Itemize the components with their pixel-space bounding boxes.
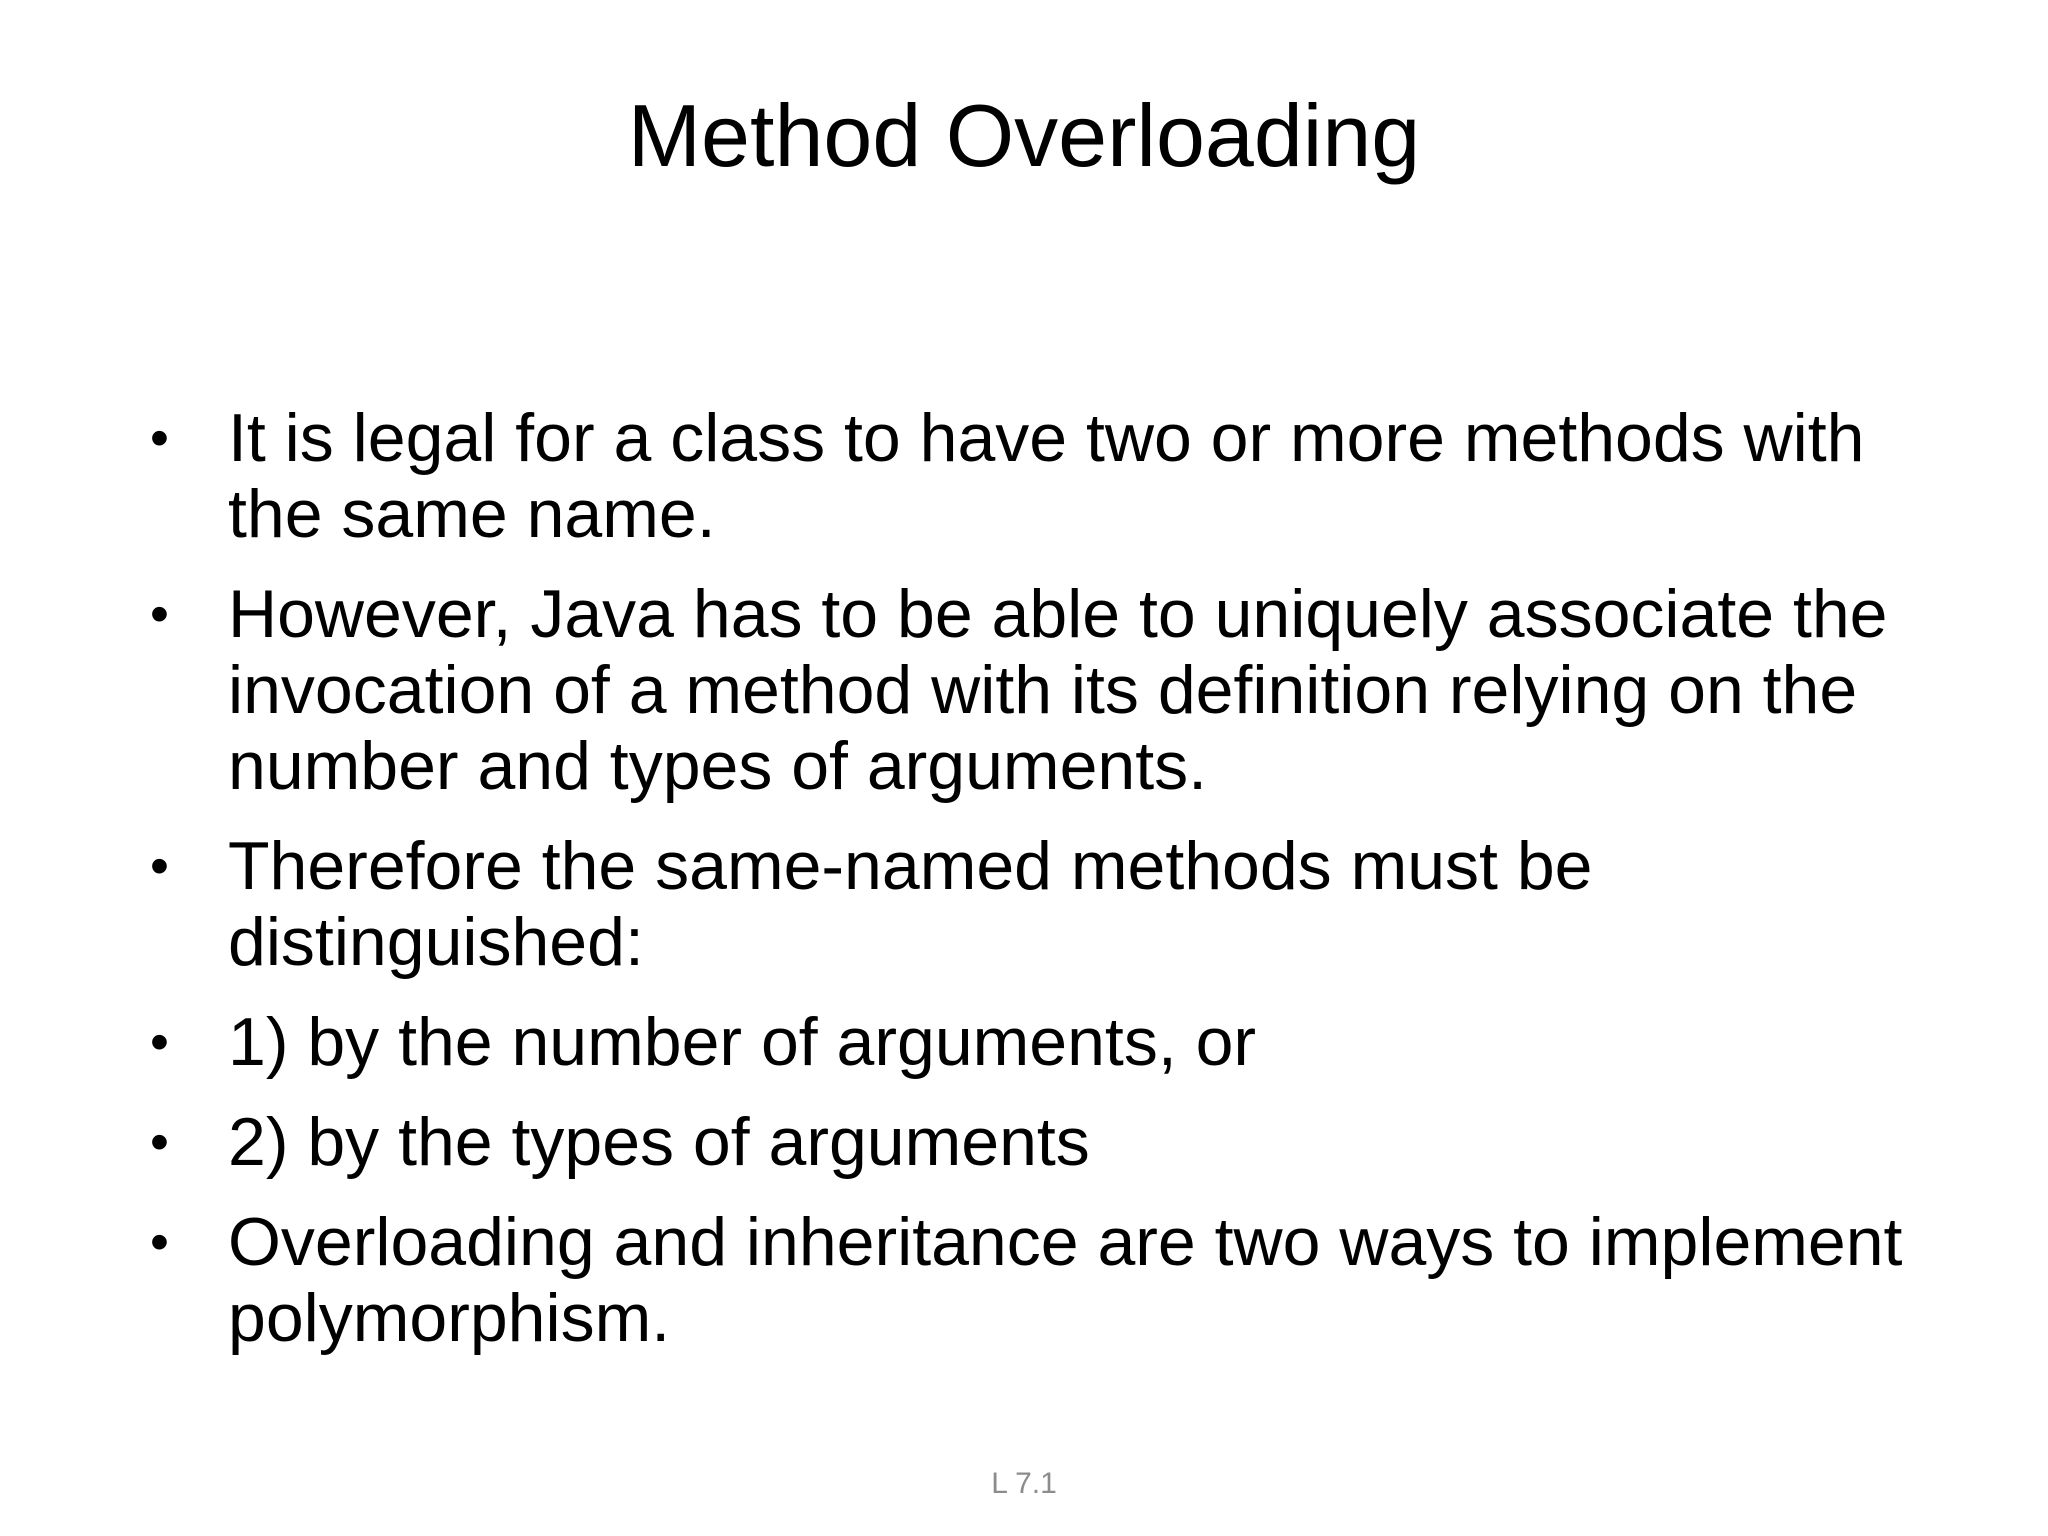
bullet-text: However, Java has to be able to uniquely associate the invocation of a method with its definition relying on the number and types of arguments. — [228, 576, 1888, 804]
bullet-text: It is legal for a class to have two or more methods with the same name. — [228, 400, 1865, 552]
bullet-text: Overloading and inheritance are two ways to implement polymorphism. — [228, 1204, 1903, 1356]
slide-footer-label: L 7.1 — [991, 1467, 1057, 1500]
bullet-icon: • — [150, 1212, 169, 1272]
slide-title: Method Overloading — [627, 86, 1421, 185]
bullet-text: 2) by the types of arguments — [228, 1104, 1090, 1180]
bullet-list — [140, 400, 1920, 1380]
bullet-item — [140, 1204, 1920, 1356]
bullet-text: 1) by the number of arguments, or — [228, 1004, 1257, 1080]
bullet-item — [140, 1004, 1920, 1080]
bullet-item — [140, 828, 1920, 980]
bullet-icon: • — [150, 1112, 169, 1172]
bullet-text: Therefore the same-named methods must be distinguished: — [228, 828, 1593, 980]
bullet-item — [140, 400, 1920, 552]
bullet-icon: • — [150, 408, 169, 468]
bullet-icon: • — [150, 584, 169, 644]
bullet-item — [140, 576, 1920, 804]
bullet-icon: • — [150, 836, 169, 896]
bullet-icon: • — [150, 1012, 169, 1072]
bullet-item — [140, 1104, 1920, 1180]
